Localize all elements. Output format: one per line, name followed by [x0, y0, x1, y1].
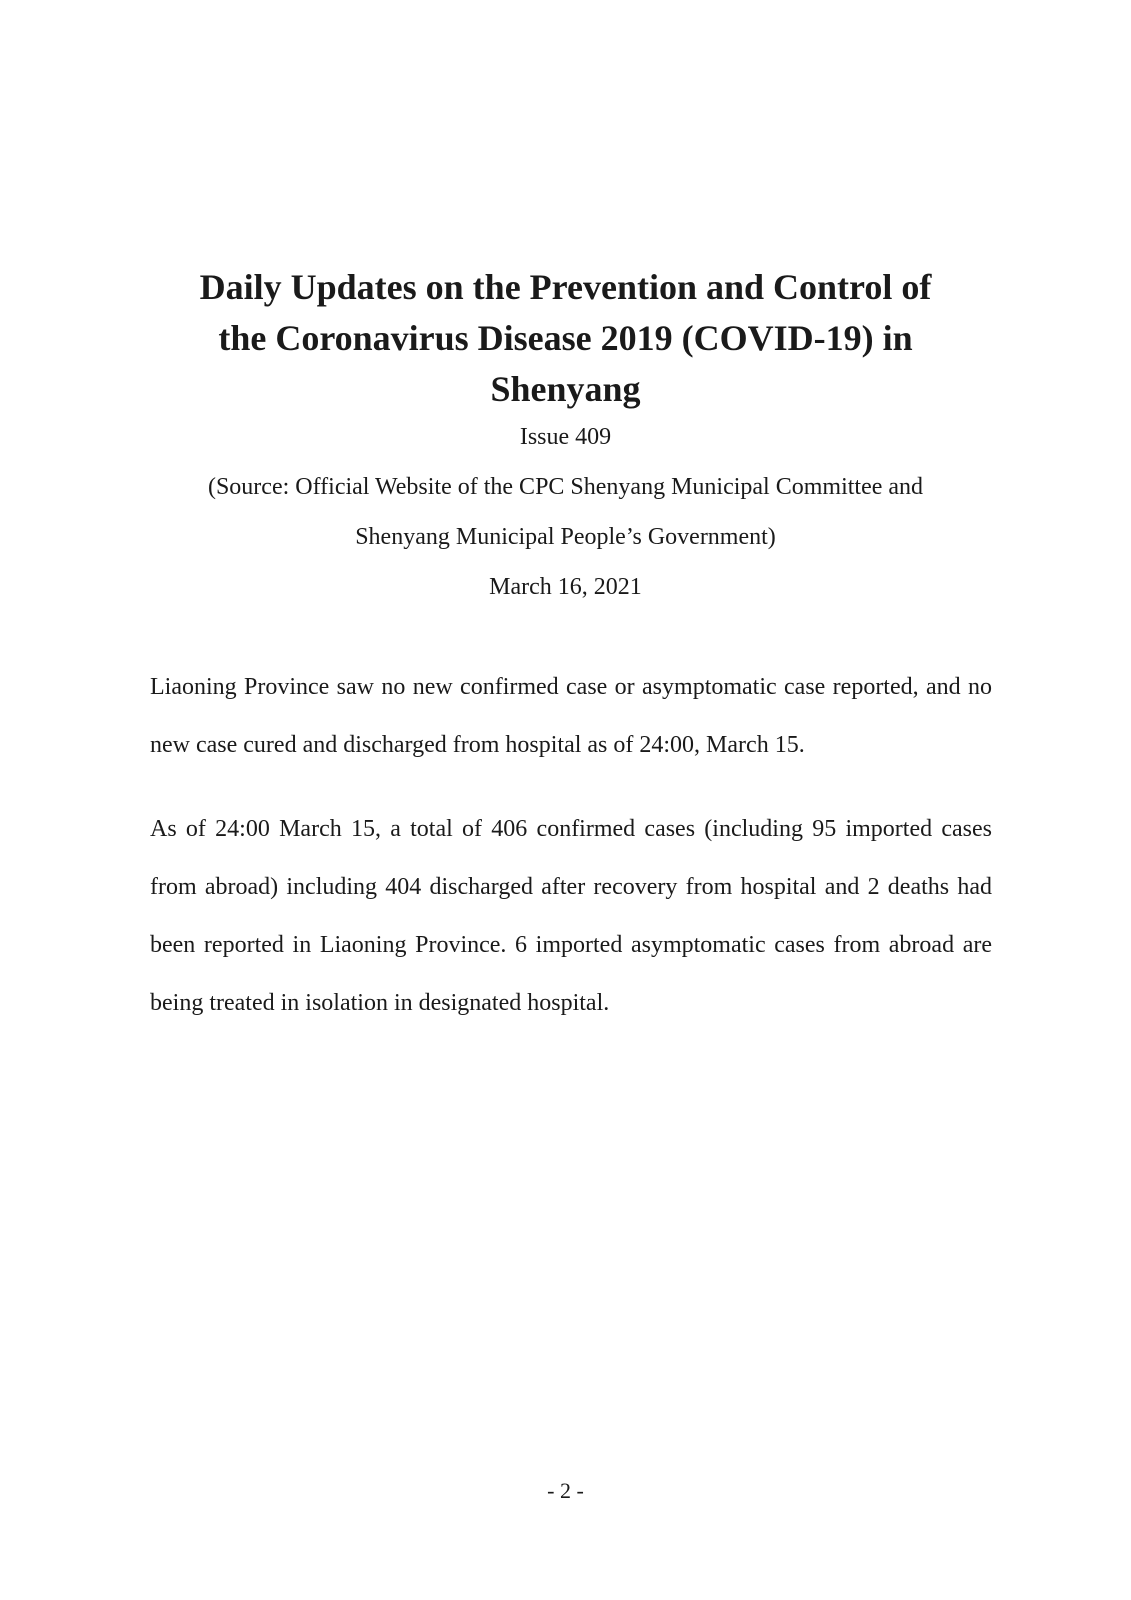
page-number: - 2 -: [547, 1478, 584, 1503]
title-line: Daily Updates on the Prevention and Control of: [199, 267, 932, 307]
title-line: Shenyang: [490, 369, 641, 409]
issue-number: Issue 409: [519, 424, 612, 450]
paragraph: As of 24:00 March 15, a total of 406 confirmed cases (including 95 imported cases from abroad) including 404 discharged after recovery from hospital and 2 deaths had been reported in Liaoning Province. 6 imported asymptomatic cases from abroad are being treated in isolation in designated hospital.: [150, 816, 992, 1016]
document-title: [0, 262, 1131, 415]
document-date: March 16, 2021: [489, 574, 642, 600]
title-line: the Coronavirus Disease 2019 (COVID-19) in: [218, 318, 913, 358]
paragraph: Liaoning Province saw no new confirmed case or asymptomatic case reported, and no new case cured and discharged from hospital as of 24:00, March 15.: [150, 674, 992, 758]
source-line: Shenyang Municipal People’s Government): [355, 524, 776, 550]
source-line: (Source: Official Website of the CPC Shenyang Municipal Committee and: [207, 474, 924, 500]
